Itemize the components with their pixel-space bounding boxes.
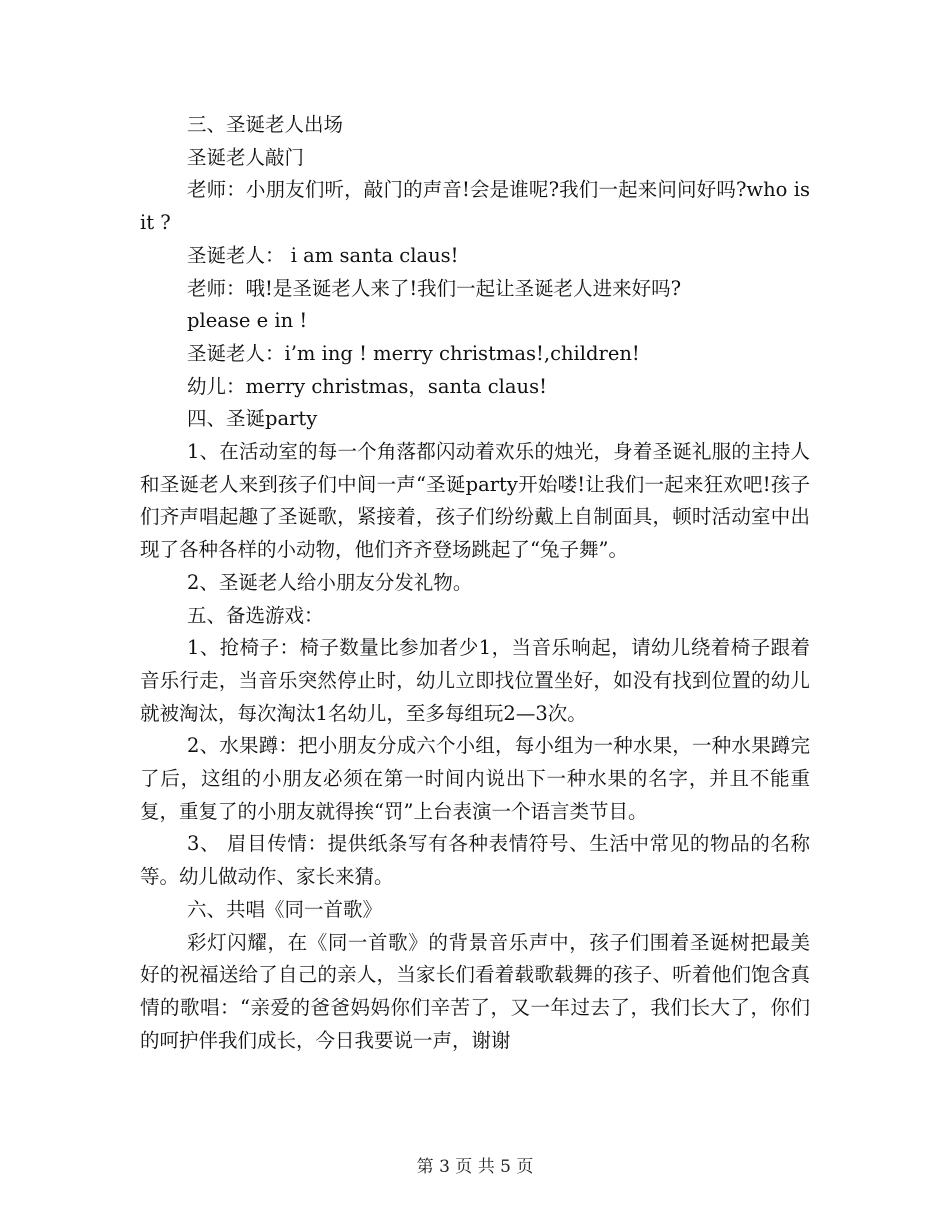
page-number-footer: 第 3 页 共 5 页 xyxy=(416,1157,534,1177)
section-heading-sing-together: 六、共唱《同一首歌》 xyxy=(187,897,383,921)
paragraph-teacher-invite: 老师：哦!是圣诞老人来了!我们一起让圣诞老人进来好吗? xyxy=(187,276,682,300)
paragraph-santa-knocks: 圣诞老人敲门 xyxy=(187,145,305,169)
paragraph-party-description: 1、在活动室的每一个角落都闪动着欢乐的烛光，身着圣诞礼服的主持人和圣诞老人来到孩子们中间一声“圣诞party开始喽!让我们一起来狂欢吧!孩子们齐声唱起趣了圣诞歌，紧接着，孩子们纷纷戴上自制面具，顿时活动室中出现了各种各样的小动物，他们齐齐登场跳起了“兔子舞”。 xyxy=(140,440,810,562)
paragraph-game-eye-expressions: 3、 眉目传情：提供纸条写有各种表情符号、生活中常见的物品的名称等。幼儿做动作、家长来猜。 xyxy=(140,832,810,889)
section-heading-christmas-party: 四、圣诞party xyxy=(187,407,318,431)
paragraph-closing-song: 彩灯闪耀，在《同一首歌》的背景音乐声中，孩子们围着圣诞树把最美好的祝福送给了自己的亲人，当家长们看着载歌载舞的孩子、听着他们饱含真情的歌唱：“亲爱的爸爸妈妈你们辛苦了，又一年过去了，我们长大了，你们的呵护伴我们成长，今日我要说一声，谢谢 xyxy=(140,930,810,1052)
paragraph-game-fruit-squat: 2、水果蹲：把小朋友分成六个小组，每小组为一种水果，一种水果蹲完了后，这组的小朋友必须在第一时间内说出下一种水果的名字，并且不能重复，重复了的小朋友就得挨“罚”上台表演一个语言类节目。 xyxy=(140,734,810,823)
document-body xyxy=(140,109,810,1057)
section-heading-santa-appears: 三、圣诞老人出场 xyxy=(187,113,344,136)
paragraph-teacher-who-is-it: 老师：小朋友们听，敲门的声音!会是谁呢?我们一起来问问好吗?who is it ? xyxy=(140,178,810,235)
paragraph-gift-distribution: 2、圣诞老人给小朋友分发礼物。 xyxy=(187,570,473,594)
paragraph-santa-reply: 圣诞老人： i am santa claus! xyxy=(187,243,459,267)
paragraph-please-come-in: please e in ! xyxy=(187,309,308,333)
paragraph-children-reply: 幼儿：merry christmas，santa claus! xyxy=(187,374,547,398)
paragraph-game-musical-chairs: 1、抢椅子：椅子数量比参加者少1，当音乐响起，请幼儿绕着椅子跟着音乐行走，当音乐突然停止时，幼儿立即找位置坐好，如没有找到位置的幼儿就被淘汰，每次淘汰1名幼儿，至多每组玩2—3次。 xyxy=(140,636,810,725)
section-heading-optional-games: 五、备选游戏： xyxy=(187,603,324,627)
paragraph-santa-merry-christmas: 圣诞老人：i’m ing ! merry christmas!,children! xyxy=(187,341,640,365)
